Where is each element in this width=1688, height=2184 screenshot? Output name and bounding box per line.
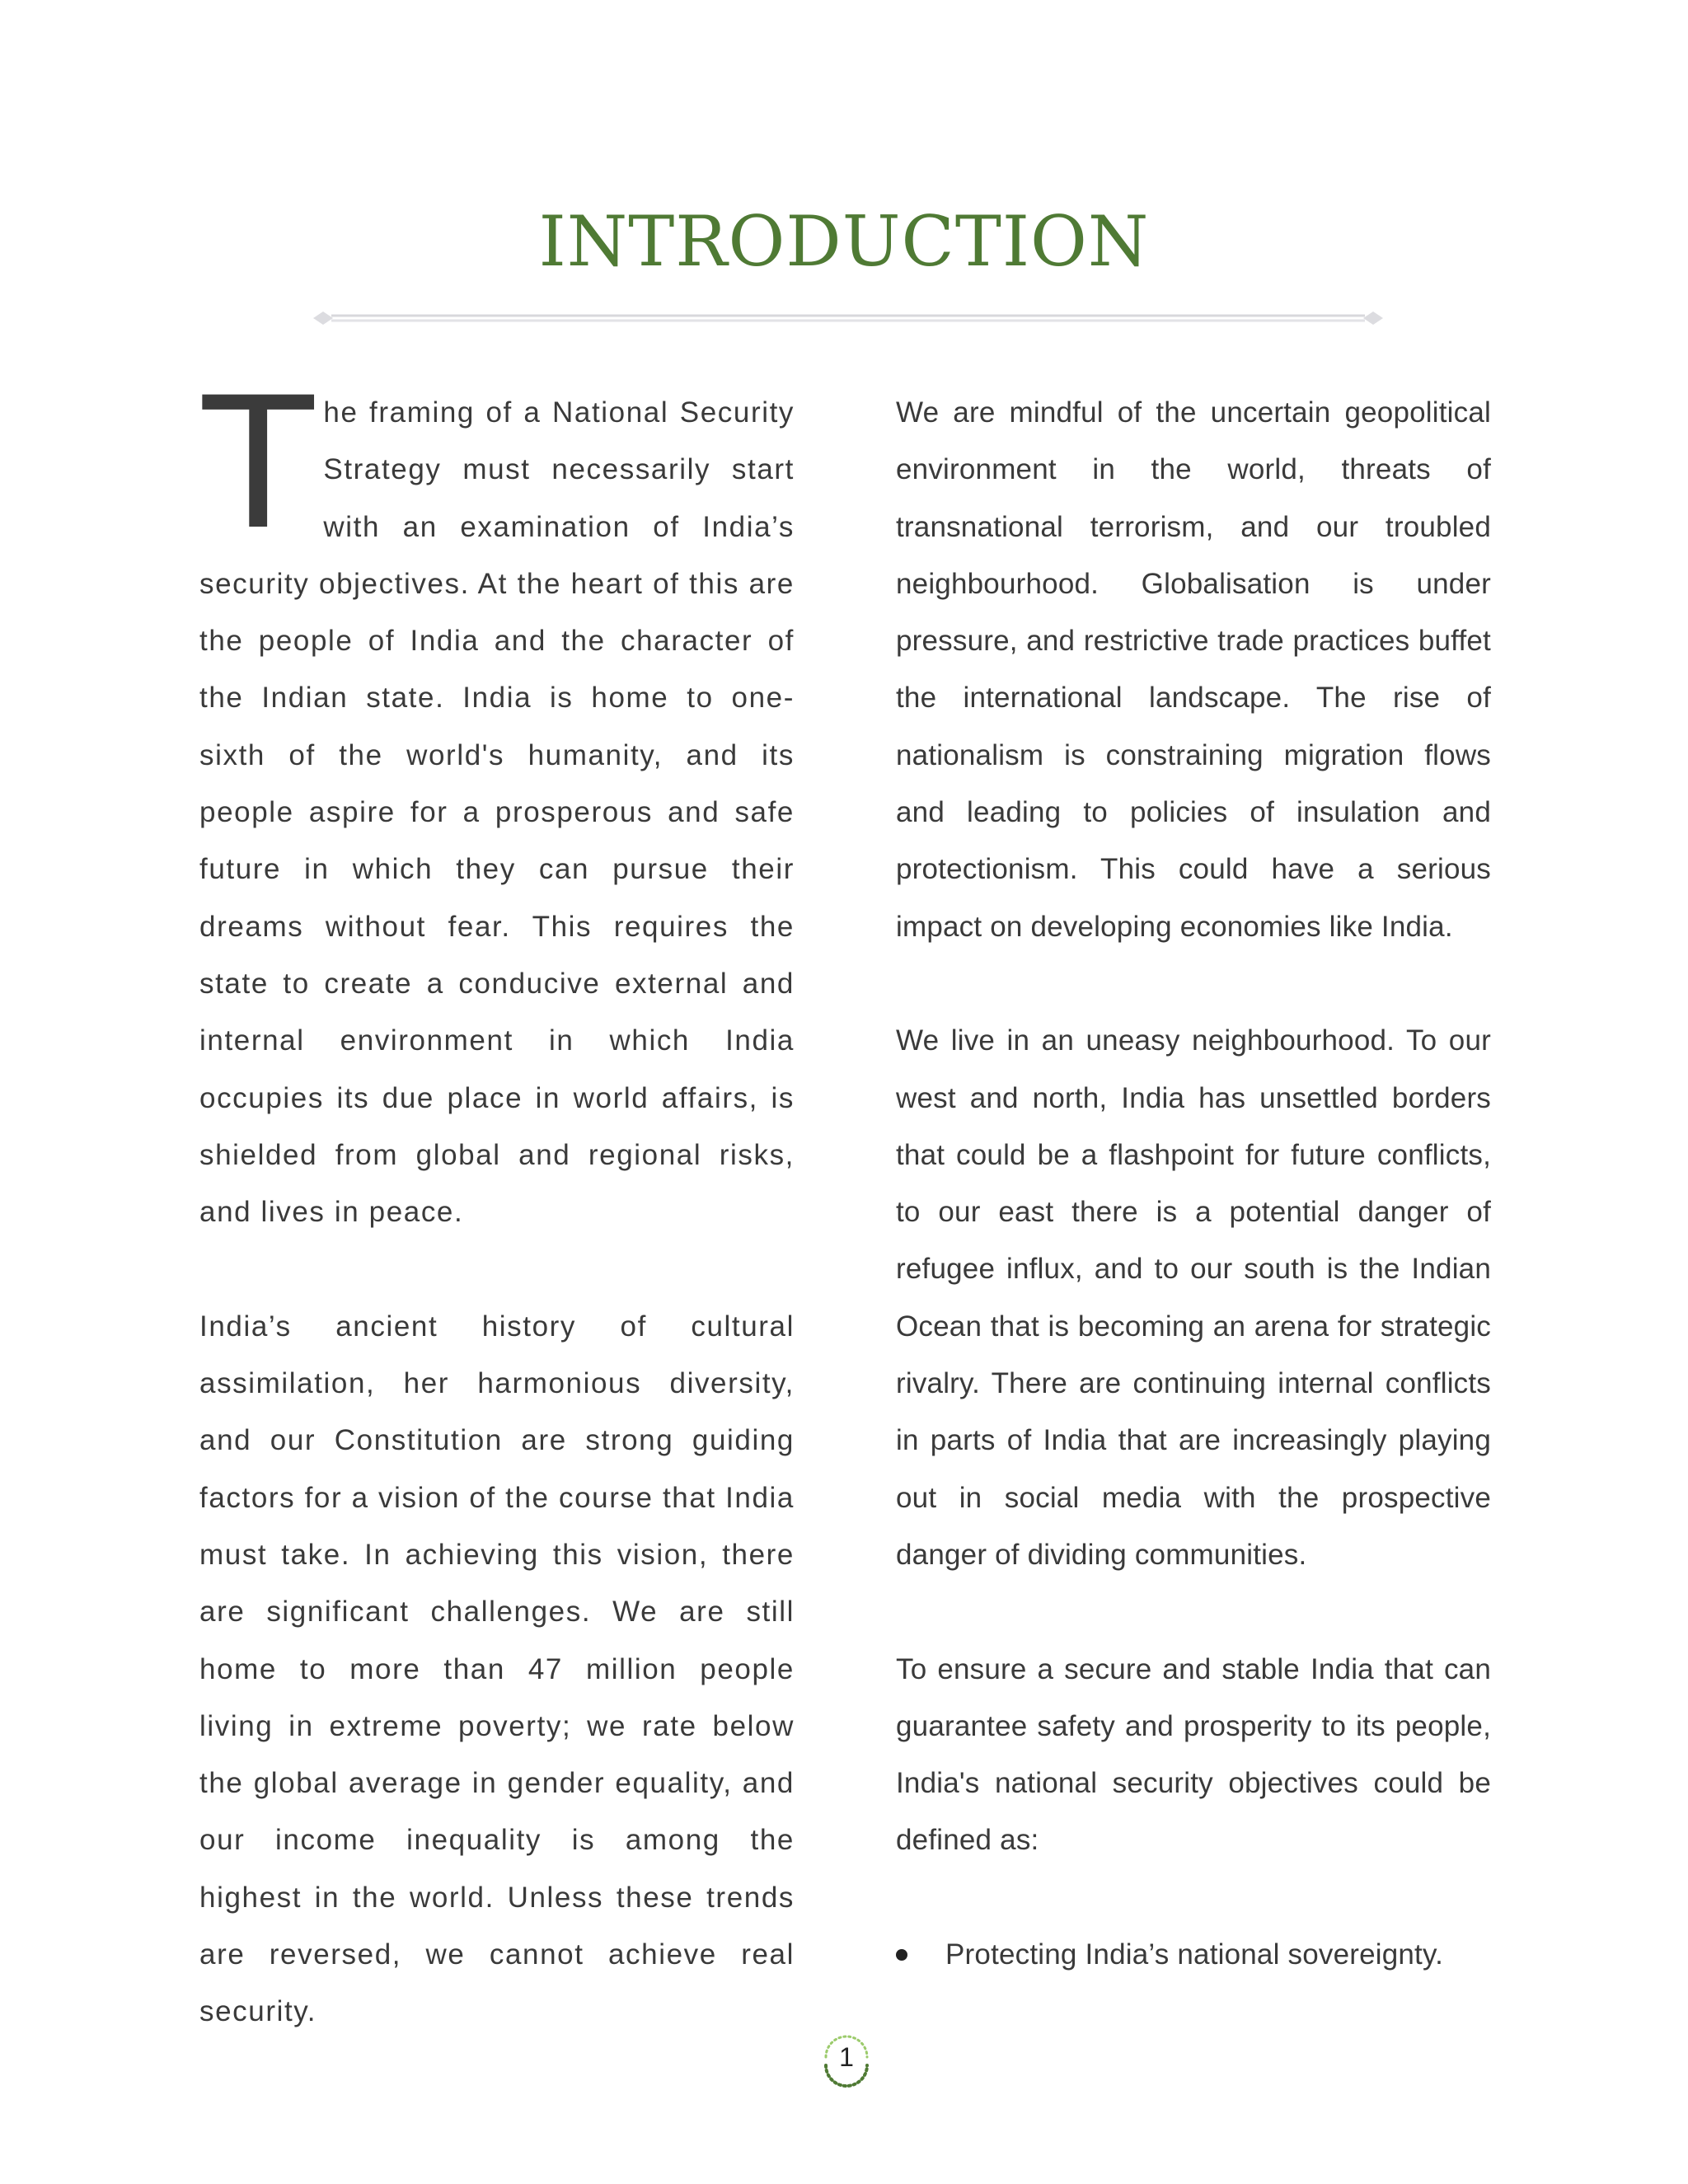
objectives-list <box>896 1926 1491 1983</box>
intro-paragraph <box>199 359 795 1240</box>
title-divider <box>313 307 1383 330</box>
page-title: INTRODUCTION <box>538 201 1150 282</box>
left-column <box>199 359 795 2097</box>
page-number-badge <box>821 2032 872 2090</box>
geopolitics-paragraph: We are mindful of the uncertain geopolitical environment in the world, threats of transnational terrorism, and our troubled neighbourhood. Globalisation is under pressure, and restrictive trade practices buffet the international landscape. The rise of nationalism is constraining migration flows and leading to policies of insulation and protectionism. This could have a serious impact on developing economies like India. <box>896 396 1491 943</box>
bullet-icon <box>896 1949 907 1961</box>
neighbourhood-paragraph: We live in an uneasy neighbourhood. To our west and north, India has unsettled borders that could be a flashpoint for future conflicts, to our east there is a potential danger of refugee influx, and to our south is the Indian Ocean that is becoming an arena for strategic rivalry. There are continuing internal conflicts in parts of India that are increasingly playing out in social media with the prospective danger of dividing communities. <box>896 1024 1491 1571</box>
objectives-paragraph: To ensure a secure and stable India that can guarantee safety and prosperity to its people, India's national security objectives could be defined as: <box>896 1652 1491 1857</box>
right-column <box>896 384 1491 1983</box>
heritage-paragraph: India’s ancient history of cultural assimilation, her harmonious diversity, and our Constitution are strong guiding factors for a vision of the course that India must take. In achieving this vision, there are significant challenges. We are still home to more than 47 million people living in extreme poverty; we rate below the global average in gender equality, and our income inequality is among the highest in the world. Unless these trends are reversed, we cannot achieve real security. <box>199 1310 795 2028</box>
list-item <box>896 1926 1491 1983</box>
intro-paragraph-text: he framing of a National Security Strategy must necessarily start with an examination of India’s security objectives. At the heart of this are the people of India and the character of the Indian state. India is home to one-sixth of the world's humanity, and its people aspire for a prosperous and safe future in which they can pursue their dreams without fear. This requires the state to create a conducive external and internal environment in which India occupies its due place in world affairs, is shielded from global and regional risks, and lives in peace. <box>199 396 795 1229</box>
drop-cap: T <box>203 359 314 569</box>
page-number: 1 <box>839 2042 854 2072</box>
list-item-text: Protecting India’s national sovereignty. <box>945 1938 1444 1971</box>
